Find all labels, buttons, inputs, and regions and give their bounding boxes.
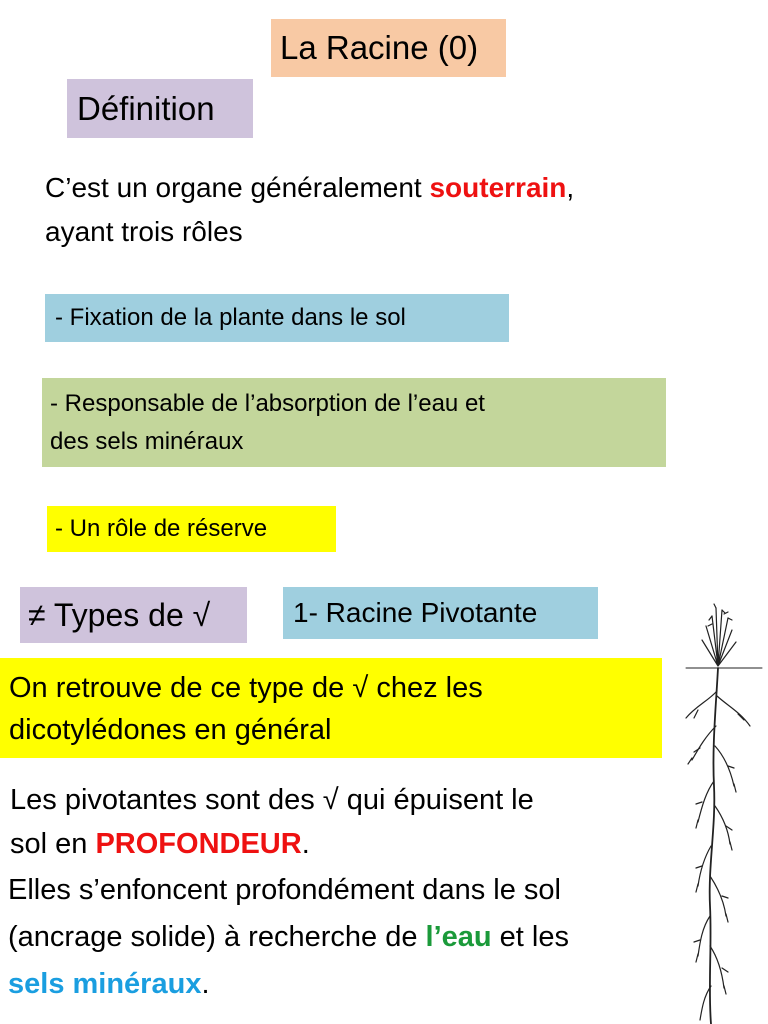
highlight-eau: l’eau [425, 921, 492, 953]
highlight-sels-mineraux: sels minéraux [8, 968, 202, 1000]
role-reserve: - Un rôle de réserve [47, 506, 336, 552]
role-absorption-line-2: des sels minéraux [50, 428, 244, 455]
highlight-profondeur: PROFONDEUR [95, 828, 302, 860]
pivot-root-label: 1- Racine Pivotante [283, 587, 598, 639]
para1-before: sol en [10, 828, 96, 860]
page-title: La Racine (0) [271, 19, 506, 77]
intro-before: C’est un organe généralement [45, 172, 430, 203]
dicot-line-1: On retrouve de ce type de √ chez les [9, 672, 483, 704]
dicot-line-2: dicotylédones en général [9, 714, 332, 746]
intro-line-2: ayant trois rôles [45, 216, 243, 247]
highlight-souterrain: souterrain [429, 172, 567, 203]
paragraph-anchorage-line-1: Elles s’enfoncent profondément dans le sol [8, 874, 561, 906]
intro-text [45, 166, 745, 254]
paragraph-anchorage-line-2 [8, 914, 688, 961]
paragraph-depth [10, 778, 670, 866]
dicot-block [0, 658, 662, 758]
taproot-illustration [678, 596, 768, 1024]
paragraph-depth-line-1: Les pivotantes sont des √ qui épuisent le [10, 784, 534, 816]
types-label: ≠ Types de √ [20, 587, 247, 643]
paragraph-anchorage [8, 867, 688, 1008]
role-fixation: - Fixation de la plante dans le sol [45, 294, 509, 342]
para2-end: . [201, 968, 210, 1000]
intro-after: , [566, 172, 575, 203]
paragraph-depth-line-2 [10, 822, 670, 866]
role-absorption-line-1: - Responsable de l’absorption de l’eau et [50, 390, 485, 417]
paragraph-anchorage-line-3 [8, 961, 688, 1008]
intro-line-1 [45, 166, 745, 210]
role-absorption [42, 378, 666, 467]
para2-after: et les [491, 921, 569, 953]
para2-before: (ancrage solide) à recherche de [8, 921, 426, 953]
definition-label: Définition [67, 79, 253, 138]
para1-after: . [301, 828, 310, 860]
